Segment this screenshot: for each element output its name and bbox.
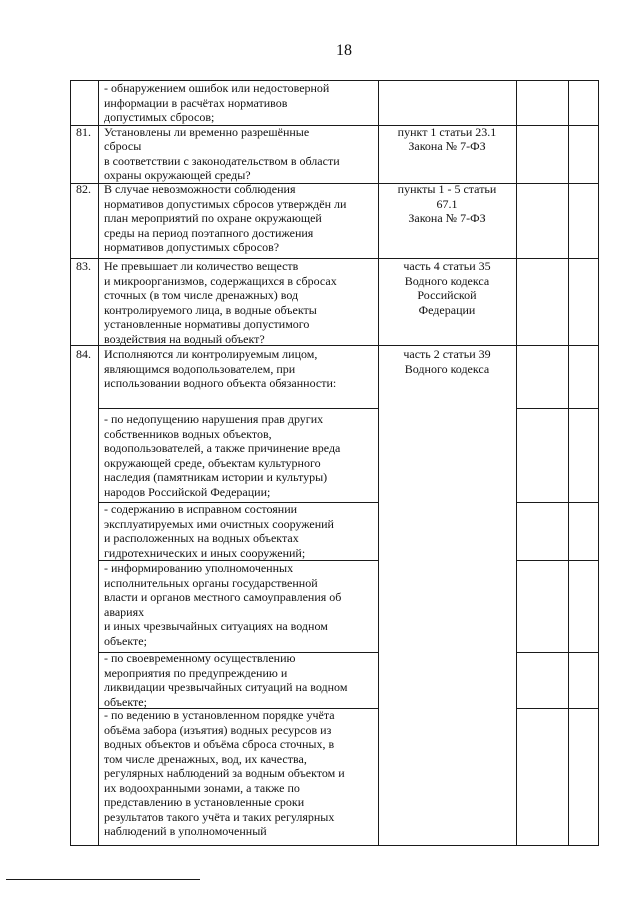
reference-line: Водного кодекса (404, 361, 490, 376)
reference-line: Закона № 7-ФЗ (408, 139, 486, 153)
question-line: - по ведению в установленном порядке учёта (104, 708, 335, 722)
question-line: - информированию уполномоченных (104, 561, 294, 575)
question-line: нормативов допустимых сбросов? (104, 240, 280, 254)
question-line: эксплуатируемых ими очистных сооружений (104, 516, 334, 531)
table-column-border (98, 80, 99, 846)
row-number: 82. (76, 182, 91, 196)
question-line: в соответствии с законодательством в области (104, 153, 340, 168)
question-line: наследия (памятникам истории и культуры) (104, 470, 328, 484)
question-line: том числе дренажных, вод, их качества, (104, 751, 307, 766)
question-line: использовании водного объекта обязанности: (104, 376, 337, 390)
question-line: окружающей среде, объектам культурного (104, 455, 321, 470)
question-line: власти и органов местного самоуправления об (104, 590, 342, 604)
question-line: установленные нормативы допустимого (104, 317, 310, 331)
question-line: Не превышает ли количество веществ (104, 259, 299, 273)
question-line: ликвидации чрезвычайных ситуаций на водном (104, 680, 348, 694)
question-line: авариях (104, 604, 145, 619)
table-column-border (568, 80, 569, 846)
question-line: водных объектов и объёма сброса сточных, в (104, 737, 335, 751)
reference-line: пункт 1 статьи 23.1 (397, 124, 497, 139)
question-line: мероприятия по предупреждению и (104, 665, 288, 680)
question-line: контролируемого лица, в водные объекты (104, 302, 317, 317)
question-line: собственников водных объектов, (104, 426, 272, 441)
question-line: и иных чрезвычайных ситуациях на водном (104, 619, 328, 633)
question-line: представлению в установленные сроки (104, 795, 305, 809)
question-line: водопользователей, а также причинение вреда (104, 441, 341, 455)
reference-line: часть 4 статьи 35 (403, 259, 491, 273)
question-line: гидротехнических и иных сооружений; (104, 545, 306, 560)
reference-line: Российской (417, 288, 477, 302)
footnote-separator (6, 879, 200, 880)
question-line: - по недопущению нарушения прав других (104, 412, 324, 426)
row-number: 83. (76, 259, 91, 273)
question-line: Установлены ли временно разрешённые (104, 124, 310, 139)
table-column-border (70, 80, 71, 846)
question-line: объекте; (104, 633, 147, 648)
table-row-border (70, 845, 599, 846)
question-line: нормативов допустимых сбросов утверждён ли (104, 196, 347, 211)
sub-row-border (516, 408, 599, 409)
page-number: 18 (336, 42, 352, 59)
sub-row-border (516, 502, 599, 503)
question-line: сточных (в том числе дренажных) вод (104, 288, 299, 302)
row-number: 81. (76, 124, 91, 139)
row-number: 84. (76, 347, 91, 361)
question-line: наблюдений в уполномоченный (104, 824, 267, 838)
sub-row-border (516, 708, 599, 709)
table-column-border (516, 80, 517, 846)
question-line: объёма забора (изъятия) водных ресурсов из (104, 722, 332, 737)
sub-row-border (98, 408, 378, 409)
table-column-border (598, 80, 599, 846)
question-line: их водоохранными зонами, а также по (104, 780, 300, 795)
question-line: и расположенных на водных объектах (104, 531, 299, 545)
reference-line: Федерации (418, 302, 476, 317)
question-line: объекте; (104, 694, 147, 709)
question-line: исполнительных органы государственной (104, 575, 318, 590)
question-line: информации в расчётах нормативов (104, 95, 288, 110)
question-line: воздействия на водный объект? (104, 331, 265, 346)
question-line: - обнаружением ошибок или недостоверной (104, 81, 330, 95)
question-line: народов Российской Федерации; (104, 484, 271, 499)
question-line: охраны окружающей среды? (104, 168, 251, 182)
reference-line: пункты 1 - 5 статьи (397, 182, 497, 196)
question-line: - по своевременному осуществлению (104, 651, 296, 665)
reference-line: Закона № 7-ФЗ (408, 211, 486, 225)
reference-line: Водного кодекса (404, 273, 490, 288)
question-line: результатов такого учёта и таких регулярных (104, 809, 335, 824)
question-line: план мероприятий по охране окружающей (104, 211, 322, 225)
question-line: регулярных наблюдений за водным объектом и (104, 766, 345, 780)
sub-row-border (516, 560, 599, 561)
question-line: В случае невозможности соблюдения (104, 182, 296, 196)
reference-line: 67.1 (436, 196, 458, 211)
question-line: допустимых сбросов; (104, 110, 215, 124)
reference-line: часть 2 статьи 39 (403, 347, 491, 361)
question-line: являющимся водопользователем, при (104, 361, 296, 376)
question-line: Исполняются ли контролируемым лицом, (104, 347, 318, 361)
question-line: среды на период поэтапного достижения (104, 225, 314, 240)
sub-row-border (516, 652, 599, 653)
question-line: и микроорганизмов, содержащихся в сбросах (104, 273, 337, 288)
question-line: сбросы (104, 139, 142, 153)
question-line: - содержанию в исправном состоянии (104, 502, 298, 516)
